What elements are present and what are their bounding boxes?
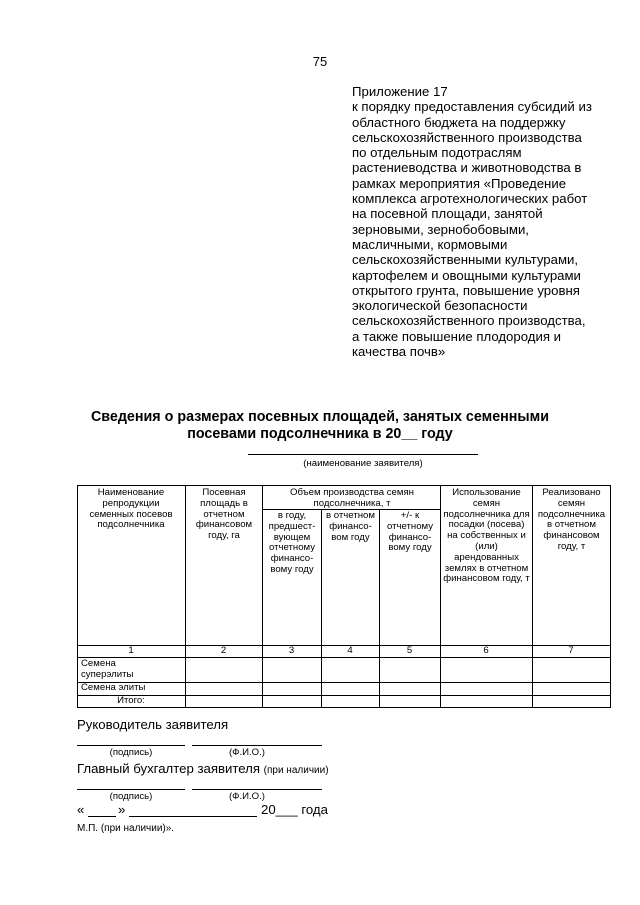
date-month-line	[129, 816, 257, 817]
appendix-line: картофелем и овощными культурами	[352, 267, 581, 283]
column-number: 3	[288, 645, 295, 656]
accountant-note: (при наличии)	[263, 765, 329, 776]
stamp-note: М.П. (при наличии)».	[77, 823, 175, 834]
data-table	[77, 485, 611, 708]
head-signature-caption: (подпись)	[109, 747, 153, 758]
table-col-divider	[440, 485, 441, 708]
column-number: 1	[128, 645, 134, 656]
appendix-line: растениеводства и животноводства в	[352, 160, 582, 176]
column-number: 5	[406, 645, 413, 656]
appendix-line: сельскохозяйственного производства	[352, 129, 582, 145]
header-previous-year: в году, предшест-вующем отчетному финансо-вому году	[268, 510, 316, 575]
head-name-line	[192, 745, 322, 746]
table-border-right	[610, 485, 611, 708]
appendix-header	[352, 84, 622, 359]
accountant-name-line	[192, 789, 322, 790]
head-signature-line	[77, 745, 185, 746]
column-number: 7	[568, 645, 574, 656]
accountant-label-text: Главный бухгалтер заявителя	[77, 761, 260, 776]
accountant-label	[77, 761, 329, 776]
header-reporting-year: в отчетном финансо-вом году	[326, 510, 375, 543]
applicant-name-field: (наименование заявителя)	[248, 454, 478, 469]
column-number: 4	[347, 645, 353, 656]
appendix-line: открытого грунта, повышение уровня	[352, 282, 580, 298]
appendix-line: зерновыми, зернобобовыми,	[352, 221, 529, 237]
appendix-line: комплекса агротехнологических работ	[352, 191, 588, 207]
appendix-line: качества почв»	[352, 344, 446, 360]
header-difference: +/- к отчетному финансо-вому году	[386, 510, 434, 554]
accountant-signature-caption: (подпись)	[109, 791, 153, 802]
appendix-line: сельскохозяйственного производства,	[352, 313, 586, 329]
appendix-line: по отдельным подотраслям	[352, 145, 522, 161]
appendix-line: а также повышение плодородия и	[352, 328, 562, 344]
accountant-signature-line	[77, 789, 185, 790]
accountant-name-caption: (Ф.И.О.)	[228, 791, 266, 802]
appendix-line: экологической безопасности	[352, 298, 528, 314]
date-day-line	[88, 816, 116, 817]
page-number: 75	[312, 54, 328, 69]
header-sown-area: Посевная площадь в отчетном финансовом году, га	[195, 487, 253, 542]
table-col-divider	[379, 509, 380, 708]
date-year-text: 20___ года	[261, 802, 328, 817]
appendix-line: масличными, кормовыми	[352, 236, 508, 252]
row-label-superelite: Семена суперэлиты	[81, 658, 134, 680]
header-seeds-sold: Реализовано семян подсолнечника в отчетном финансовом году, т	[537, 487, 606, 552]
appendix-line: к порядку предоставления субсидий из	[352, 99, 592, 115]
table-border-bottom	[77, 707, 611, 708]
head-label: Руководитель заявителя	[77, 717, 229, 732]
table-col-divider	[532, 485, 533, 708]
title-line-2: посевами подсолнечника в 20__ году	[187, 426, 453, 442]
appendix-line: на посевной площади, занятой	[352, 206, 543, 222]
column-number: 2	[220, 645, 227, 656]
table-border-top	[77, 485, 611, 486]
header-seed-use: Использование семян подсолнечника для посадки (посева) на собственных и (или) арендованных землях в отчетном финансовом году, т	[443, 487, 530, 585]
appendix-line: рамках мероприятия «Проведение	[352, 175, 567, 191]
table-col-divider	[185, 485, 186, 708]
row-label-elite: Семена элиты	[81, 682, 146, 693]
column-number: 6	[483, 645, 489, 656]
row-label-total: Итого:	[117, 695, 145, 706]
title-line-1: Сведения о размерах посевных площадей, занятых семенными	[90, 409, 549, 425]
header-reproduction: Наименование репродукции семенных посевов подсолнечника	[89, 487, 173, 531]
header-production-volume: Объем производства семян подсолнечника, т	[290, 487, 414, 509]
table-col-divider	[321, 509, 322, 708]
document-title	[0, 409, 640, 443]
head-name-caption: (Ф.И.О.)	[228, 747, 266, 758]
appendix-line: Приложение 17	[352, 84, 448, 99]
appendix-line: областного бюджета на поддержку	[352, 114, 566, 130]
table-numbers-bottom	[77, 657, 611, 658]
table-border-left	[77, 485, 78, 708]
date-quote-open: «	[77, 802, 85, 817]
table-col-divider	[262, 485, 263, 708]
appendix-line: сельскохозяйственными культурами,	[352, 252, 579, 268]
date-quote-close: »	[118, 802, 126, 817]
